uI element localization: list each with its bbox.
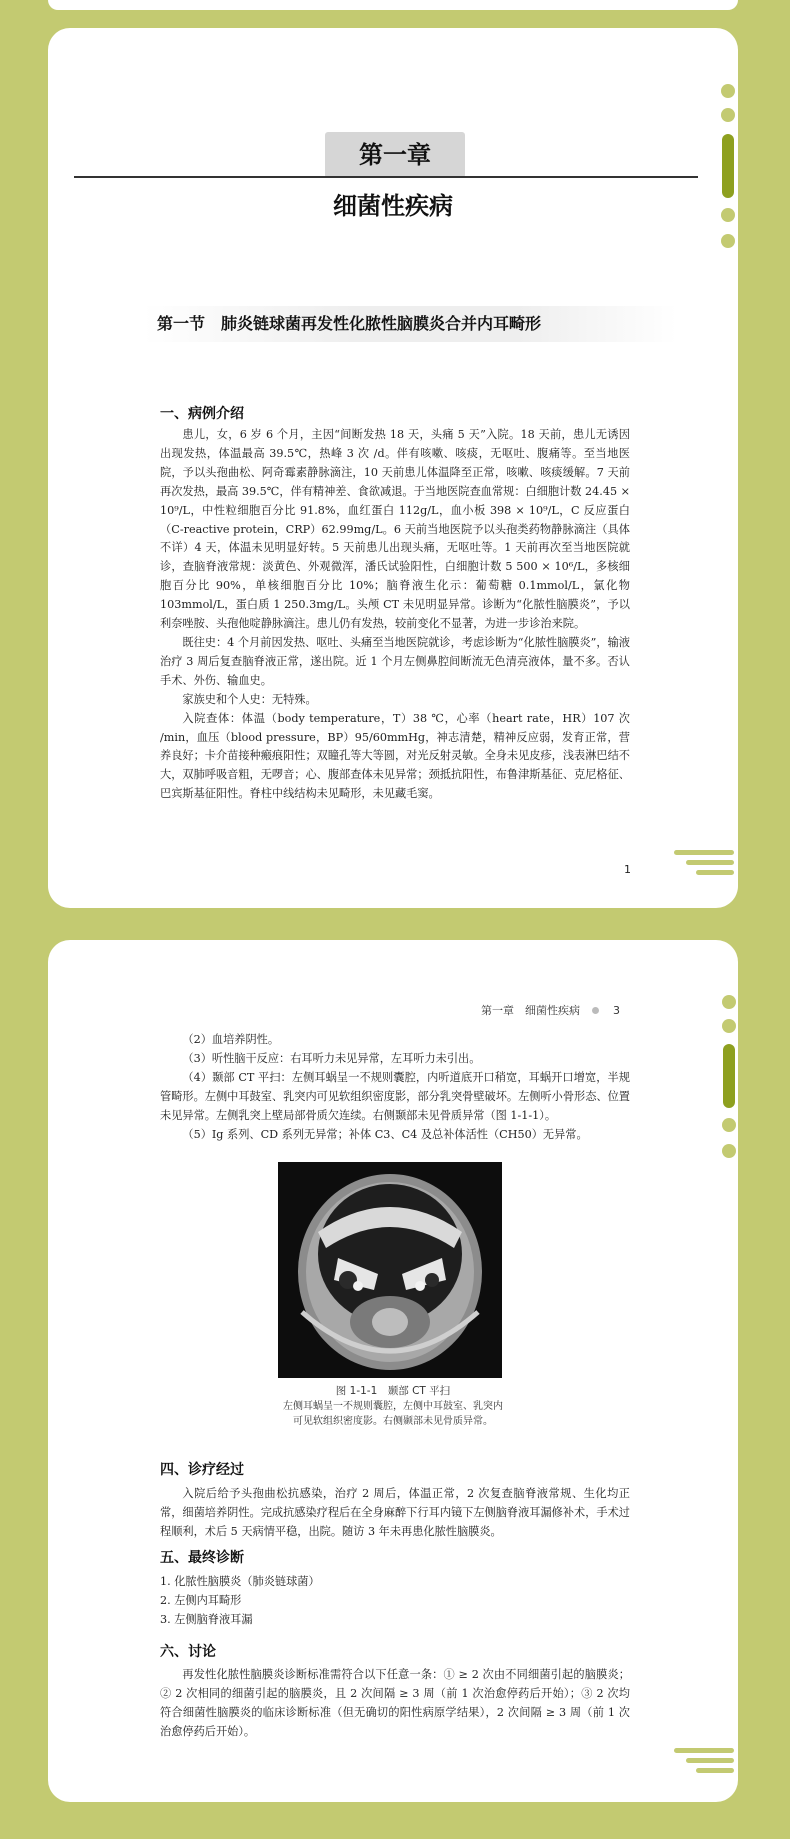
decor-dot xyxy=(721,84,735,98)
running-header xyxy=(481,1002,620,1018)
diagnosis-item: 1. 化脓性脑膜炎（肺炎链球菌） xyxy=(160,1575,320,1588)
decor-stripe xyxy=(696,870,734,875)
decor-stripe xyxy=(674,850,734,855)
decor-bar xyxy=(722,134,734,198)
book-page-3 xyxy=(48,940,738,1802)
exam-results xyxy=(160,1031,630,1144)
diagnosis-item: 2. 左侧内耳畸形 xyxy=(160,1593,242,1607)
exam-item: （2）血培养阴性。 xyxy=(182,1033,280,1046)
decor-stripe xyxy=(686,1758,734,1763)
chapter-label: 第一章 xyxy=(325,132,465,178)
decor-dot xyxy=(722,1019,736,1033)
paragraph: 入院后给予头孢曲松抗感染，治疗 2 周后，体温正常，2 次复查脑脊液常规、生化均正常，细菌培养阴性。完成抗感染疗程后在全身麻醉下行耳内镜下左侧脑脊液耳漏修补术，手术过程顺利，术后 5 天病情平稳，出院。随访 3 年未再患化脓性脑膜炎。 xyxy=(160,1487,630,1538)
heading-course: 四、诊疗经过 xyxy=(160,1462,244,1478)
ct-scan-illustration xyxy=(278,1162,502,1378)
running-header-page-number: 3 xyxy=(613,1004,620,1017)
decor-bar xyxy=(723,1044,735,1108)
figure-title: 图 1-1-1 颞部 CT 平扫 xyxy=(335,1385,451,1397)
heading-diagnosis: 五、最终诊断 xyxy=(160,1550,244,1566)
section-title: 第一节 肺炎链球菌再发性化脓性脑膜炎合并内耳畸形 xyxy=(143,306,677,342)
exam-item: （4）颞部 CT 平扫：左侧耳蜗呈一不规则囊腔，内听道底开口稍宽，耳蜗开口增宽，半规管畸形。左侧中耳鼓室、乳突内可见软组织密度影，部分乳突骨壁破坏。左侧听小骨形态、位置未见异常。左侧乳突上壁局部骨质欠连续。右侧颞部未见骨质异常（图 1-1-1）。 xyxy=(160,1070,630,1122)
paragraph: 既往史：4 个月前因发热、呕吐、头痛至当地医院就诊，考虑诊断为“化脓性脑膜炎”，输液治疗 3 周后复查脑脊液正常，遂出院。近 1 个月左侧鼻腔间断流无色清亮液体，量不多。否认手术、外伤、输血史。 xyxy=(160,635,630,687)
book-page-1 xyxy=(48,28,738,908)
paragraph: 患儿，女，6 岁 6 个月，主因“间断发热 18 天，头痛 5 天”入院。18 天前，患儿无诱因出现发热，体温最高 39.5℃，热峰 3 次 /d。伴有咳嗽、咳痰，无呕吐、腹痛等。至当地医院，予以头孢曲松、阿奇霉素静脉滴注，10 天前患儿体温降至正常，咳嗽、咳痰缓解。7 天前再次发热，最高 39.5℃，伴有精神差、食欲减退。于当地医院查血常规：白细胞计数 24.45 × 10⁹/L，中性粒细胞百分比 91.8%，血红蛋白 112g/L，血小板 398 × 10⁹/L，C 反应蛋白（C-reactive protein，CRP）62.99mg/L。6 天前当地医院予以头孢类药物静脉滴注（具体不详）4 天，体温未见明显好转。5 天前患儿出现头痛，无呕吐等。1 天前再次至当地医院就诊，查脑脊液常规：淡黄色、外观微浑，潘氏试验阳性，白细胞计数 5 500 × 10⁶/L，多核细胞百分比 90%，单核细胞百分比 10%；脑脊液生化示：葡萄糖 0.1mmol/L，氯化物 103mmol/L，蛋白质 1 250.3mg/L。头颅 CT 未见明显异常。诊断为“化脓性脑膜炎”，予以利奈唑胺、头孢他啶静脉滴注。患儿仍有发热，较前变化不显著，为进一步诊治来院。 xyxy=(160,428,630,631)
course-body xyxy=(160,1485,630,1542)
decor-dot xyxy=(722,1118,736,1132)
decor-dot xyxy=(722,1144,736,1158)
exam-item: （5）Ig 系列、CD 系列无异常；补体 C3、C4 及总补体活性（CH50）无异常。 xyxy=(182,1127,588,1141)
decor-dot xyxy=(721,108,735,122)
decor-dot xyxy=(721,208,735,222)
decor-dot xyxy=(721,234,735,248)
heading-discussion: 六、讨论 xyxy=(160,1644,216,1660)
heading-case: 一、病例介绍 xyxy=(160,406,244,422)
figure-caption xyxy=(178,1384,608,1429)
decor-dot xyxy=(722,995,736,1009)
chapter-rule xyxy=(74,176,698,178)
running-header-chapter: 第一章 细菌性疾病 xyxy=(481,1004,580,1017)
diagnosis-list xyxy=(160,1573,630,1630)
discussion-body xyxy=(160,1666,630,1742)
decor-stripe xyxy=(696,1768,734,1773)
paragraph: 再发性化脓性脑膜炎诊断标准需符合以下任意一条：① ≥ 2 次由不同细菌引起的脑膜炎；② 2 次相同的细菌引起的脑膜炎，且 2 次间隔 ≥ 3 周（前 1 次治愈停药后开始）；③ 2 次均符合细菌性脑膜炎的临床诊断标准（但无确切的阳性病原学结果），2 次间隔 ≥ 3 周（前 1 次治愈停药后开始）。 xyxy=(160,1668,630,1738)
decor-stripe xyxy=(674,1748,734,1753)
ct-scan-image xyxy=(278,1162,502,1378)
previous-page-edge xyxy=(48,0,738,10)
figure-caption-line: 可见软组织密度影。右侧颞部未见骨质异常。 xyxy=(293,1416,493,1427)
page-number: 1 xyxy=(624,863,631,876)
chapter-title: 细菌性疾病 xyxy=(333,192,453,220)
decor-stripe xyxy=(686,860,734,865)
case-body xyxy=(160,426,630,804)
exam-item: （3）听性脑干反应：右耳听力未见异常，左耳听力未引出。 xyxy=(182,1051,481,1065)
paragraph: 家族史和个人史：无特殊。 xyxy=(182,692,317,706)
paragraph: 入院查体：体温（body temperature，T）38 ℃，心率（heart rate，HR）107 次 /min，血压（blood pressure，BP）95/60mmHg，神志清楚，精神反应弱，发育正常，营养良好；卡介苗接种瘢痕阳性；双瞳孔等大等圆，对光反射灵敏。全身未见皮疹，浅表淋巴结不大，双肺呼吸音粗，无啰音；心、腹部查体未见异常；颈抵抗阳性，布鲁津斯基征、克尼格征、巴宾斯基征阳性。脊柱中线结构未见畸形，未见藏毛窦。 xyxy=(160,711,630,801)
figure-caption-line: 左侧耳蜗呈一不规则囊腔，左侧中耳鼓室、乳突内 xyxy=(283,1401,503,1412)
header-dot xyxy=(592,1007,599,1014)
diagnosis-item: 3. 左侧脑脊液耳漏 xyxy=(160,1612,253,1626)
